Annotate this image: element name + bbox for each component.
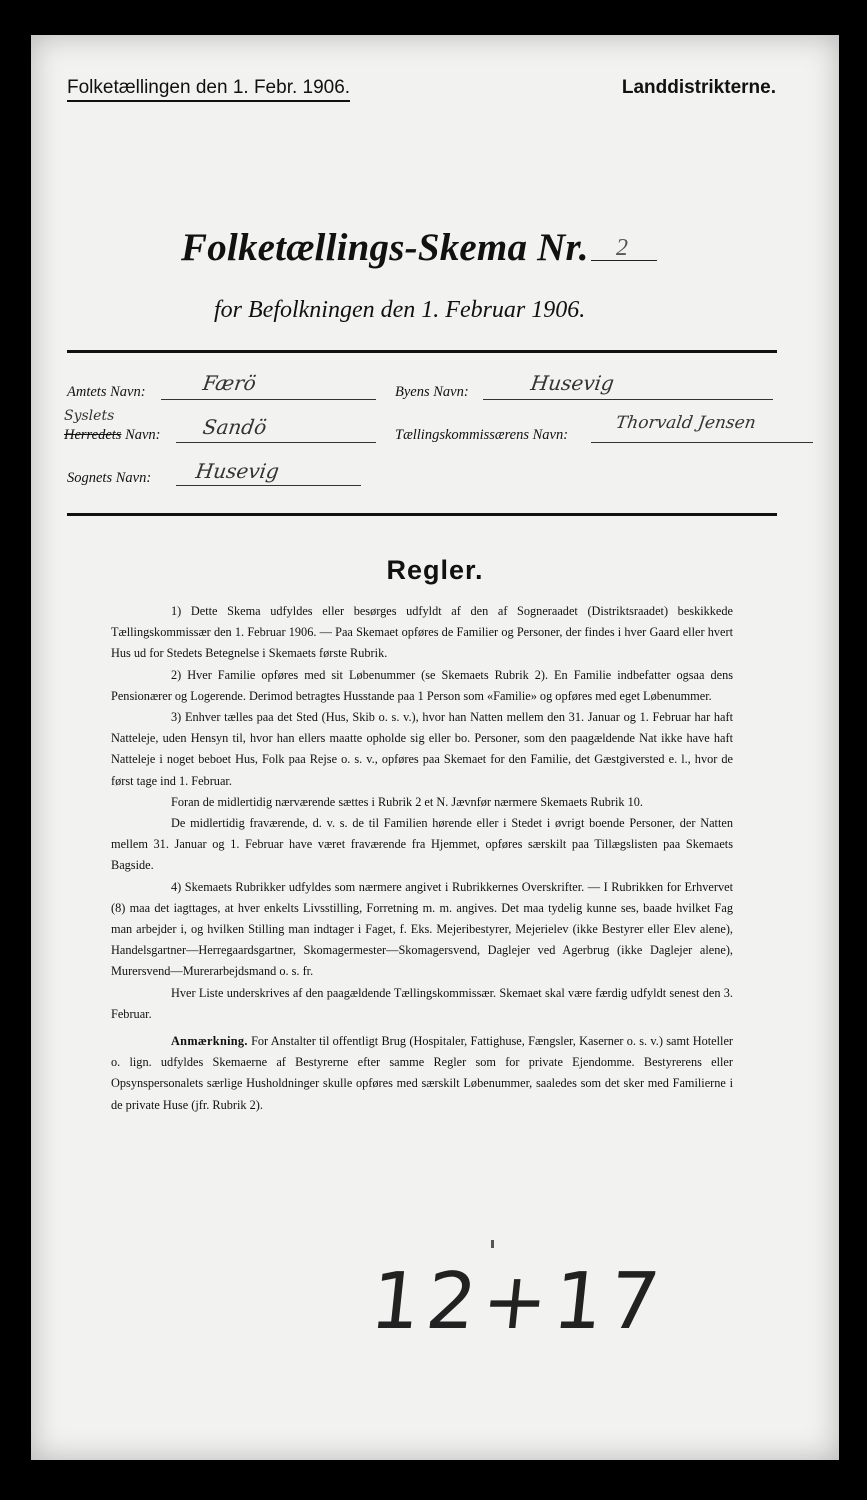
sogn-line — [176, 485, 361, 486]
note — [111, 1031, 733, 1116]
rule-4: 4) Skemaets Rubrikker udfyldes som nærmere angivet i Rubrikkernes Overskrifter. — I Rubrikken for Erhvervet (8) maa det iagttages, at hver enkelts Livsstilling, Forretning m. m. angives. Det maa tydelig kunne ses, baade hvilket Fag man arbejder i, og hvilken Stilling man indtager i Faget, f. Eks. Mejeribestyrer, Mejerielev (ikke Bestyrer eller Elev alene), Handelsgartner—Herregaardsgartner, Skomagermester—Skomagersvend, Daglejer ved Agerbrug (ikke Daglejer alene), Murersvend—Murerarbejdsmand o. s. fr. — [111, 879, 733, 979]
rule-4b: Hver Liste underskrives af den paagældende Tællingskommissær. Skemaet skal være færdig udfyldt senest den 3. Februar. — [111, 985, 733, 1021]
byen-value: Husevig — [529, 371, 616, 395]
sogn-label: Sognets Navn: — [67, 470, 152, 486]
rule-3c: De midlertidig fraværende, d. v. s. de til Familien hørende eller i Stedet i øvrigt boende Personer, der Natten mellem 31. Januar og 1. Februar have været fraværende fra Hjemmet, opføres særskilt paa Tillægslisten paa Skemaets Bagside. — [111, 816, 733, 873]
form-title: Folketællings-Skema Nr. — [181, 226, 589, 269]
rule-3: 3) Enhver tælles paa det Sted (Hus, Skib o. s. v.), hvor han Natten mellem den 31. Januar og 1. Februar har haft Natteleje, uden Hensyn til, hvor han ellers maatte opholde sig eller bo. Personer, som den paagældende Nat ikke have haft Natteleje i noget beboet Hus, Folk paa Rejse o. s. v., opføres paa Skemaet for den Familie, det Gæstgiversted e. l., hvor de først tage ind 1. Februar. — [111, 710, 733, 788]
herred-label-suffix: Navn: — [125, 427, 161, 443]
byen-label: Byens Navn: — [395, 384, 469, 400]
kommissaer-value: Thorvald Jensen — [614, 413, 758, 433]
census-header-left: Folketællingen den 1. Febr. 1906. — [67, 77, 350, 102]
form-subtitle: for Befolkningen den 1. Februar 1906. — [214, 297, 586, 323]
speck-mark — [491, 1240, 494, 1248]
top-divider — [67, 350, 777, 353]
herred-correction: Syslets — [64, 408, 115, 424]
census-form-sheet — [31, 35, 839, 1460]
amt-line — [161, 399, 376, 400]
rules-text — [111, 601, 733, 1116]
kommissaer-label: Tællingskommissærens Navn: — [395, 427, 569, 443]
herred-label-struck: Herredets — [64, 427, 122, 443]
bottom-divider — [67, 513, 777, 516]
amt-value: Færö — [201, 371, 258, 395]
amt-label: Amtets Navn: — [67, 384, 146, 400]
rule-1: 1) Dette Skema udfyldes eller besørges udfyldt af den af Sogneraadet (Distriktsraadet) beskikkede Tællingskommissær den 1. Februar 1906. — Paa Skemaet opføres de Familier og Personer, der findes i hver Gaard eller hvert Hus ud for Stedets Betegnelse i Skemaets første Rubrik. — [111, 604, 733, 661]
herred-label — [64, 427, 161, 444]
rule-3b: Foran de midlertidig nærværende sættes i Rubrik 2 et N. Jævnfør nærmere Skemaets Rubrik 10. — [171, 794, 644, 809]
note-text: For Anstalter til offentligt Brug (Hospitaler, Fattighuse, Fængsler, Kaserner o. s. v.) samt Hoteller o. lign. udfyldes Skemaerne af Bestyrerne efter samme Regler som for private Ejendomme. Bestyrerens eller Opsynspersonalets særlige Husholdninger skulle opføres med særskilt Løbenummer, saaledes som det sker med Familierne i de private Huse (jfr. Rubrik 2). — [111, 1034, 734, 1112]
sogn-value: Husevig — [194, 459, 281, 483]
bottom-handwritten-number: 12+17 — [366, 1257, 670, 1347]
herred-line — [176, 442, 376, 443]
census-header-right: Landdistrikterne. — [621, 77, 776, 98]
rules-heading: Regler. — [386, 555, 484, 585]
note-heading: Anmærkning. — [171, 1034, 248, 1049]
form-number-handwritten: 2 — [616, 235, 628, 261]
kommissaer-line — [591, 442, 813, 443]
rule-2: 2) Hver Familie opføres med sit Løbenummer (se Skemaets Rubrik 2). En Familie indbefatter ogsaa dens Pensionærer og Logerende. Derimod betragtes Husstande paa 1 Person som «Familie» og opføres med eget Løbenummer. — [111, 667, 733, 703]
byen-line — [483, 399, 773, 400]
herred-value: Sandö — [201, 415, 269, 439]
